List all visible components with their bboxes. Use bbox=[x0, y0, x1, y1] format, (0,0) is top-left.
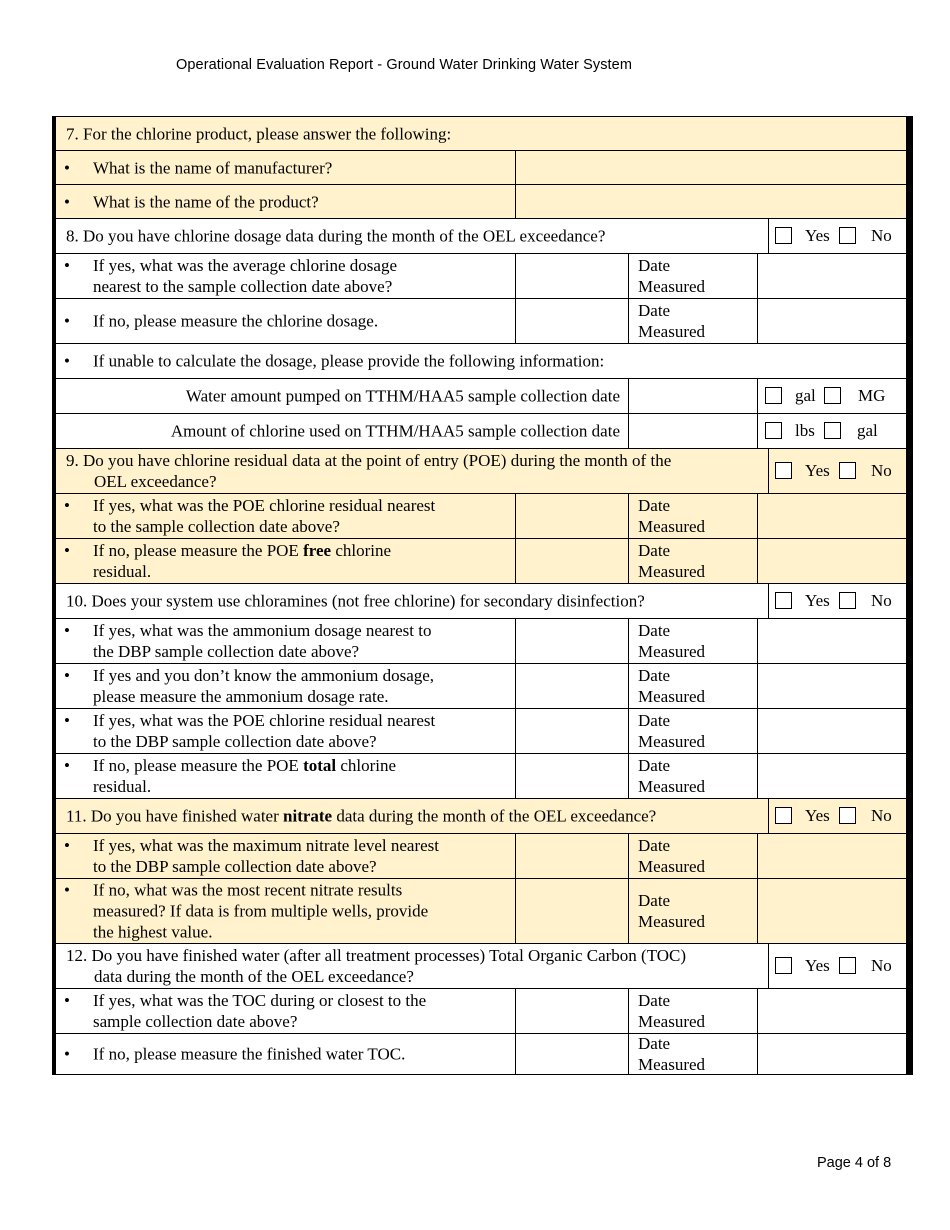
q12-no-label: No bbox=[871, 956, 892, 975]
q10-rate-line1: If yes and you don’t know the ammonium dosage, bbox=[93, 666, 435, 685]
q12-no-checkbox[interactable] bbox=[839, 957, 856, 974]
q8-water-gal-checkbox[interactable] bbox=[765, 387, 782, 404]
q8-chlorine-units bbox=[757, 413, 907, 449]
measured-label: Measured bbox=[638, 517, 706, 536]
date-label: Date bbox=[638, 496, 671, 515]
q8-avg-dosage-input[interactable] bbox=[515, 253, 629, 299]
measured-label: Measured bbox=[638, 777, 706, 796]
q11-max-input[interactable] bbox=[515, 833, 629, 879]
q10-total-line1b: chlorine bbox=[336, 756, 397, 775]
q11-recent-input[interactable] bbox=[515, 878, 629, 944]
q8-water-units bbox=[757, 378, 907, 414]
q7-manufacturer-label: • What is the name of manufacturer? bbox=[93, 157, 332, 178]
q9-question-line2: OEL exceedance? bbox=[94, 472, 217, 491]
q7-product-label: • What is the name of the product? bbox=[93, 191, 319, 212]
q10-rate-date-input[interactable] bbox=[757, 663, 907, 709]
q11-no-label: No bbox=[871, 806, 892, 825]
q11-yes-no bbox=[768, 798, 907, 834]
q10-ammonium-line1: If yes, what was the ammonium dosage nearest to bbox=[93, 621, 432, 640]
q10-total-input[interactable] bbox=[515, 753, 629, 799]
page-number: Page 4 of 8 bbox=[817, 1155, 892, 1171]
q9-yes-checkbox[interactable] bbox=[775, 462, 792, 479]
q12-measure-date-input[interactable] bbox=[757, 1033, 907, 1075]
q9-free-date-label bbox=[628, 538, 758, 584]
q8-chlorine-gal-label: gal bbox=[857, 421, 878, 440]
q10-total-bold: total bbox=[303, 756, 337, 775]
q7-manufacturer-row bbox=[55, 150, 516, 185]
date-label: Date bbox=[638, 621, 671, 640]
q9-free-row bbox=[55, 538, 516, 584]
q10-rate-date-label bbox=[628, 663, 758, 709]
q9-free-line1a: If no, please measure the POE bbox=[93, 541, 304, 560]
q11-max-row bbox=[55, 833, 516, 879]
q8-avg-line1: If yes, what was the average chlorine dosage bbox=[93, 256, 397, 275]
q11-question-b: data during the month of the OEL exceedance? bbox=[332, 806, 657, 826]
q8-unable-row bbox=[55, 343, 907, 379]
q8-chlorine-label: Amount of chlorine used on TTHM/HAA5 sample collection date bbox=[170, 421, 620, 441]
q11-max-date-input[interactable] bbox=[757, 833, 907, 879]
date-label: Date bbox=[638, 541, 671, 560]
q10-yes-checkbox[interactable] bbox=[775, 592, 792, 609]
q8-water-input[interactable] bbox=[628, 378, 758, 414]
q10-ammonium-line2: the DBP sample collection date above? bbox=[93, 642, 360, 661]
q12-question-line1: 12. Do you have finished water (after all treatment processes) Total Organic Carbon (TOC) bbox=[66, 946, 687, 965]
q8-water-label: Water amount pumped on TTHM/HAA5 sample collection date bbox=[185, 386, 620, 406]
q9-residual-input[interactable] bbox=[515, 493, 629, 539]
q11-max-line2: to the DBP sample collection date above? bbox=[93, 857, 377, 876]
q9-row bbox=[55, 448, 769, 494]
q8-chlorine-gal-checkbox[interactable] bbox=[824, 422, 841, 439]
date-label: Date bbox=[638, 836, 671, 855]
q12-toc-date-label bbox=[628, 988, 758, 1034]
q9-free-date-input[interactable] bbox=[757, 538, 907, 584]
q10-residual-line2: to the DBP sample collection date above? bbox=[93, 732, 377, 751]
measured-label: Measured bbox=[638, 732, 706, 751]
q11-question-bold: nitrate bbox=[283, 806, 333, 826]
q12-measure-label: • If no, please measure the finished water TOC. bbox=[93, 1044, 405, 1065]
q11-recent-line2: measured? If data is from multiple wells, provide bbox=[93, 901, 429, 921]
q12-toc-date-input[interactable] bbox=[757, 988, 907, 1034]
q9-no-label: No bbox=[871, 461, 892, 480]
q12-toc-row bbox=[55, 988, 516, 1034]
date-label: Date bbox=[638, 301, 671, 320]
date-label: Date bbox=[638, 711, 671, 730]
q8-unable-label: • If unable to calculate the dosage, please provide the following information: bbox=[93, 351, 604, 372]
q8-avg-line2: nearest to the sample collection date above? bbox=[93, 277, 393, 296]
q7-product-row bbox=[55, 184, 516, 219]
date-label: Date bbox=[638, 991, 671, 1010]
q11-recent-line1: If no, what was the most recent nitrate results bbox=[93, 880, 403, 900]
measured-label: Measured bbox=[638, 857, 706, 876]
q7-product-input[interactable] bbox=[515, 184, 907, 219]
questionnaire-table bbox=[52, 116, 913, 1075]
q8-measure-date-input[interactable] bbox=[757, 298, 907, 344]
q8-water-mg-label: MG bbox=[858, 386, 886, 405]
q8-yes-no bbox=[768, 218, 907, 254]
q9-residual-row bbox=[55, 493, 516, 539]
q11-recent-line3: the highest value. bbox=[93, 922, 213, 942]
q10-rate-line2: please measure the ammonium dosage rate. bbox=[93, 687, 389, 706]
q10-residual-row bbox=[55, 708, 516, 754]
date-label: Date bbox=[638, 756, 671, 775]
q8-chlorine-lbs-label: lbs bbox=[795, 421, 815, 440]
q10-residual-date-label bbox=[628, 708, 758, 754]
q11-recent-row bbox=[55, 878, 516, 944]
q12-toc-line1: If yes, what was the TOC during or closest to the bbox=[93, 991, 427, 1010]
q10-row bbox=[55, 583, 769, 619]
measured-label: Measured bbox=[638, 322, 706, 341]
q10-total-row bbox=[55, 753, 516, 799]
q10-rate-input[interactable] bbox=[515, 663, 629, 709]
q12-question-line2: data during the month of the OEL exceedance? bbox=[94, 967, 414, 986]
q11-no-checkbox[interactable] bbox=[839, 807, 856, 824]
q10-total-date-label bbox=[628, 753, 758, 799]
q10-yes-label: Yes bbox=[805, 591, 830, 610]
q8-yes-label: Yes bbox=[805, 226, 830, 245]
q10-ammonium-input[interactable] bbox=[515, 618, 629, 664]
q8-measure-date-label bbox=[628, 298, 758, 344]
q12-measure-date-label bbox=[628, 1033, 758, 1075]
q9-free-line2: residual. bbox=[93, 562, 152, 581]
q9-free-input[interactable] bbox=[515, 538, 629, 584]
measured-label: Measured bbox=[638, 277, 706, 296]
q9-free-bold: free bbox=[303, 541, 332, 560]
q8-measure-row bbox=[55, 298, 516, 344]
q8-yes-checkbox[interactable] bbox=[775, 227, 792, 244]
q8-chlorine-lbs-checkbox[interactable] bbox=[765, 422, 782, 439]
q8-chlorine-input[interactable] bbox=[628, 413, 758, 449]
q8-measure-label: • If no, please measure the chlorine dosage. bbox=[93, 311, 378, 332]
q10-question: 10. Does your system use chloramines (not free chlorine) for secondary disinfection? bbox=[66, 591, 645, 611]
q8-chlorine-row bbox=[55, 413, 629, 449]
q12-toc-input[interactable] bbox=[515, 988, 629, 1034]
q8-avg-date-input[interactable] bbox=[757, 253, 907, 299]
measured-label: Measured bbox=[638, 912, 706, 931]
q8-row bbox=[55, 218, 769, 254]
q8-water-row bbox=[55, 378, 629, 414]
q10-total-line1a: If no, please measure the POE bbox=[93, 756, 304, 775]
q10-total-date-input[interactable] bbox=[757, 753, 907, 799]
q10-residual-date-input[interactable] bbox=[757, 708, 907, 754]
q11-yes-label: Yes bbox=[805, 806, 830, 825]
date-label: Date bbox=[638, 256, 671, 275]
q8-avg-date-label bbox=[628, 253, 758, 299]
q12-yes-no bbox=[768, 943, 907, 989]
q10-yes-no bbox=[768, 583, 907, 619]
q10-ammonium-row bbox=[55, 618, 516, 664]
q12-row bbox=[55, 943, 769, 989]
q12-measure-row bbox=[55, 1033, 516, 1075]
q11-yes-checkbox[interactable] bbox=[775, 807, 792, 824]
q9-residual-line2: to the sample collection date above? bbox=[93, 517, 340, 536]
measured-label: Measured bbox=[638, 562, 706, 581]
q10-ammonium-date-label bbox=[628, 618, 758, 664]
q9-residual-date-input[interactable] bbox=[757, 493, 907, 539]
q10-ammonium-date-input[interactable] bbox=[757, 618, 907, 664]
q11-recent-date-input[interactable] bbox=[757, 878, 907, 944]
date-label: Date bbox=[638, 891, 671, 910]
q8-no-label: No bbox=[871, 226, 892, 245]
q12-measure-input[interactable] bbox=[515, 1033, 629, 1075]
q9-question-line1: 9. Do you have chlorine residual data at the point of entry (POE) during the month of the bbox=[66, 451, 672, 470]
q11-max-date-label bbox=[628, 833, 758, 879]
page-header-title: Operational Evaluation Report - Ground Water Drinking Water System bbox=[176, 57, 633, 73]
date-label: Date bbox=[638, 666, 671, 685]
q10-total-line2: residual. bbox=[93, 777, 152, 796]
q12-yes-checkbox[interactable] bbox=[775, 957, 792, 974]
q11-row bbox=[55, 798, 769, 834]
q9-yes-label: Yes bbox=[805, 461, 830, 480]
q7-row bbox=[55, 116, 907, 151]
q9-yes-no bbox=[768, 448, 907, 494]
q10-no-checkbox[interactable] bbox=[839, 592, 856, 609]
measured-label: Measured bbox=[638, 687, 706, 706]
q8-no-checkbox[interactable] bbox=[839, 227, 856, 244]
q9-free-line1b: chlorine bbox=[331, 541, 392, 560]
q10-residual-input[interactable] bbox=[515, 708, 629, 754]
q9-residual-line1: If yes, what was the POE chlorine residual nearest bbox=[93, 496, 436, 515]
q11-question-a: 11. Do you have finished water bbox=[66, 806, 284, 826]
q10-residual-line1: If yes, what was the POE chlorine residual nearest bbox=[93, 711, 436, 730]
q8-measure-input[interactable] bbox=[515, 298, 629, 344]
q8-water-mg-checkbox[interactable] bbox=[824, 387, 841, 404]
q12-yes-label: Yes bbox=[805, 956, 830, 975]
q11-recent-date-label bbox=[628, 878, 758, 944]
date-label: Date bbox=[638, 1034, 671, 1053]
q10-no-label: No bbox=[871, 591, 892, 610]
q11-max-line1: If yes, what was the maximum nitrate level nearest bbox=[93, 836, 440, 855]
q12-toc-line2: sample collection date above? bbox=[93, 1012, 298, 1031]
q8-question: 8. Do you have chlorine dosage data during the month of the OEL exceedance? bbox=[66, 226, 606, 246]
measured-label: Measured bbox=[638, 642, 706, 661]
measured-label: Measured bbox=[638, 1055, 706, 1074]
measured-label: Measured bbox=[638, 1012, 706, 1031]
q9-residual-date-label bbox=[628, 493, 758, 539]
q8-water-gal-label: gal bbox=[795, 386, 816, 405]
q10-ammonium-rate-row bbox=[55, 663, 516, 709]
q7-manufacturer-input[interactable] bbox=[515, 150, 907, 185]
q7-question: 7. For the chlorine product, please answer the following: bbox=[66, 124, 452, 143]
q9-no-checkbox[interactable] bbox=[839, 462, 856, 479]
q8-avg-dosage-row bbox=[55, 253, 516, 299]
